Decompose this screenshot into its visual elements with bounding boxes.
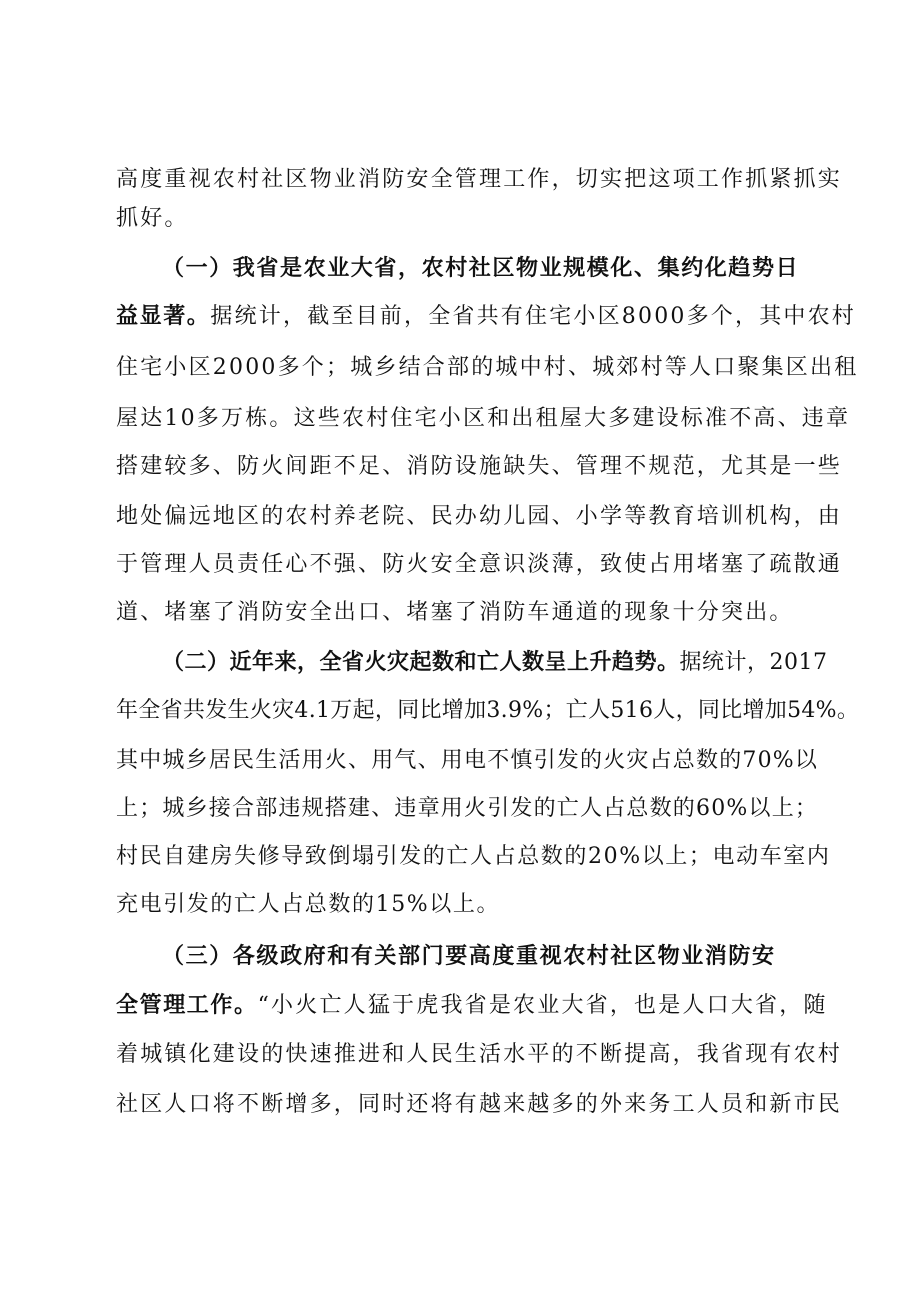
text-line: 全管理工作。“小火亡人猛于虎我省是农业大省，也是人口大省，随 [116, 993, 828, 1018]
text-line: 着城镇化建设的快速推进和人民生活水平的不断提高，我省现有农村 [116, 1042, 843, 1067]
text-line: 于管理人员责任心不强、防火安全意识淡薄，致使占用堵塞了疏散通 [116, 552, 843, 577]
text-line: 屋达10多万栋。这些农村住宅小区和出租屋大多建设标准不高、违章 [116, 406, 851, 431]
section-heading: （一）我省是农业大省，农村社区物业规模化、集约化趋势日 [162, 256, 800, 281]
text-line: 抓好。 [116, 206, 189, 231]
text-line: 上；城乡接合部违规搭建、违章用火引发的亡人占总数的60%以上； [116, 796, 819, 821]
text-line: 充电引发的亡人占总数的15%以上。 [116, 892, 501, 917]
text-line: 其中城乡居民生活用火、用气、用电不慎引发的火灾占总数的70%以 [116, 748, 819, 773]
text-line: 村民自建房失修导致倒塌引发的亡人占总数的20%以上；电动车室内 [116, 844, 831, 869]
section-heading: （三）各级政府和有关部门要高度重视农村社区物业消防安 [162, 944, 776, 969]
text-line: 道、堵塞了消防安全出口、堵塞了消防车通道的现象十分突出。 [116, 600, 794, 625]
text-line: 高度重视农村社区物业消防安全管理工作，切实把这项工作抓紧抓实 [116, 167, 843, 192]
text-line: 社区人口将不断增多，同时还将有越来越多的外来务工人员和新市民 [116, 1092, 843, 1117]
text-line: 地处偏远地区的农村养老院、民办幼儿园、小学等教育培训机构，由 [116, 504, 843, 529]
text-line: 益显著。据统计，截至目前，全省共有住宅小区8000多个，其中农村 [116, 304, 856, 329]
text-line: 住宅小区2000多个；城乡结合部的城中村、城郊村等人口聚集区出租 [116, 355, 859, 380]
text-line: 年全省共发生火灾4.1万起，同比增加3.9%；亡人516人，同比增加54%。 [116, 698, 860, 723]
section-heading: （二）近年来，全省火灾起数和亡人数呈上升趋势。据统计，2017 [162, 650, 828, 675]
text-line: 搭建较多、防火间距不足、消防设施缺失、管理不规范，尤其是一些 [116, 454, 843, 479]
